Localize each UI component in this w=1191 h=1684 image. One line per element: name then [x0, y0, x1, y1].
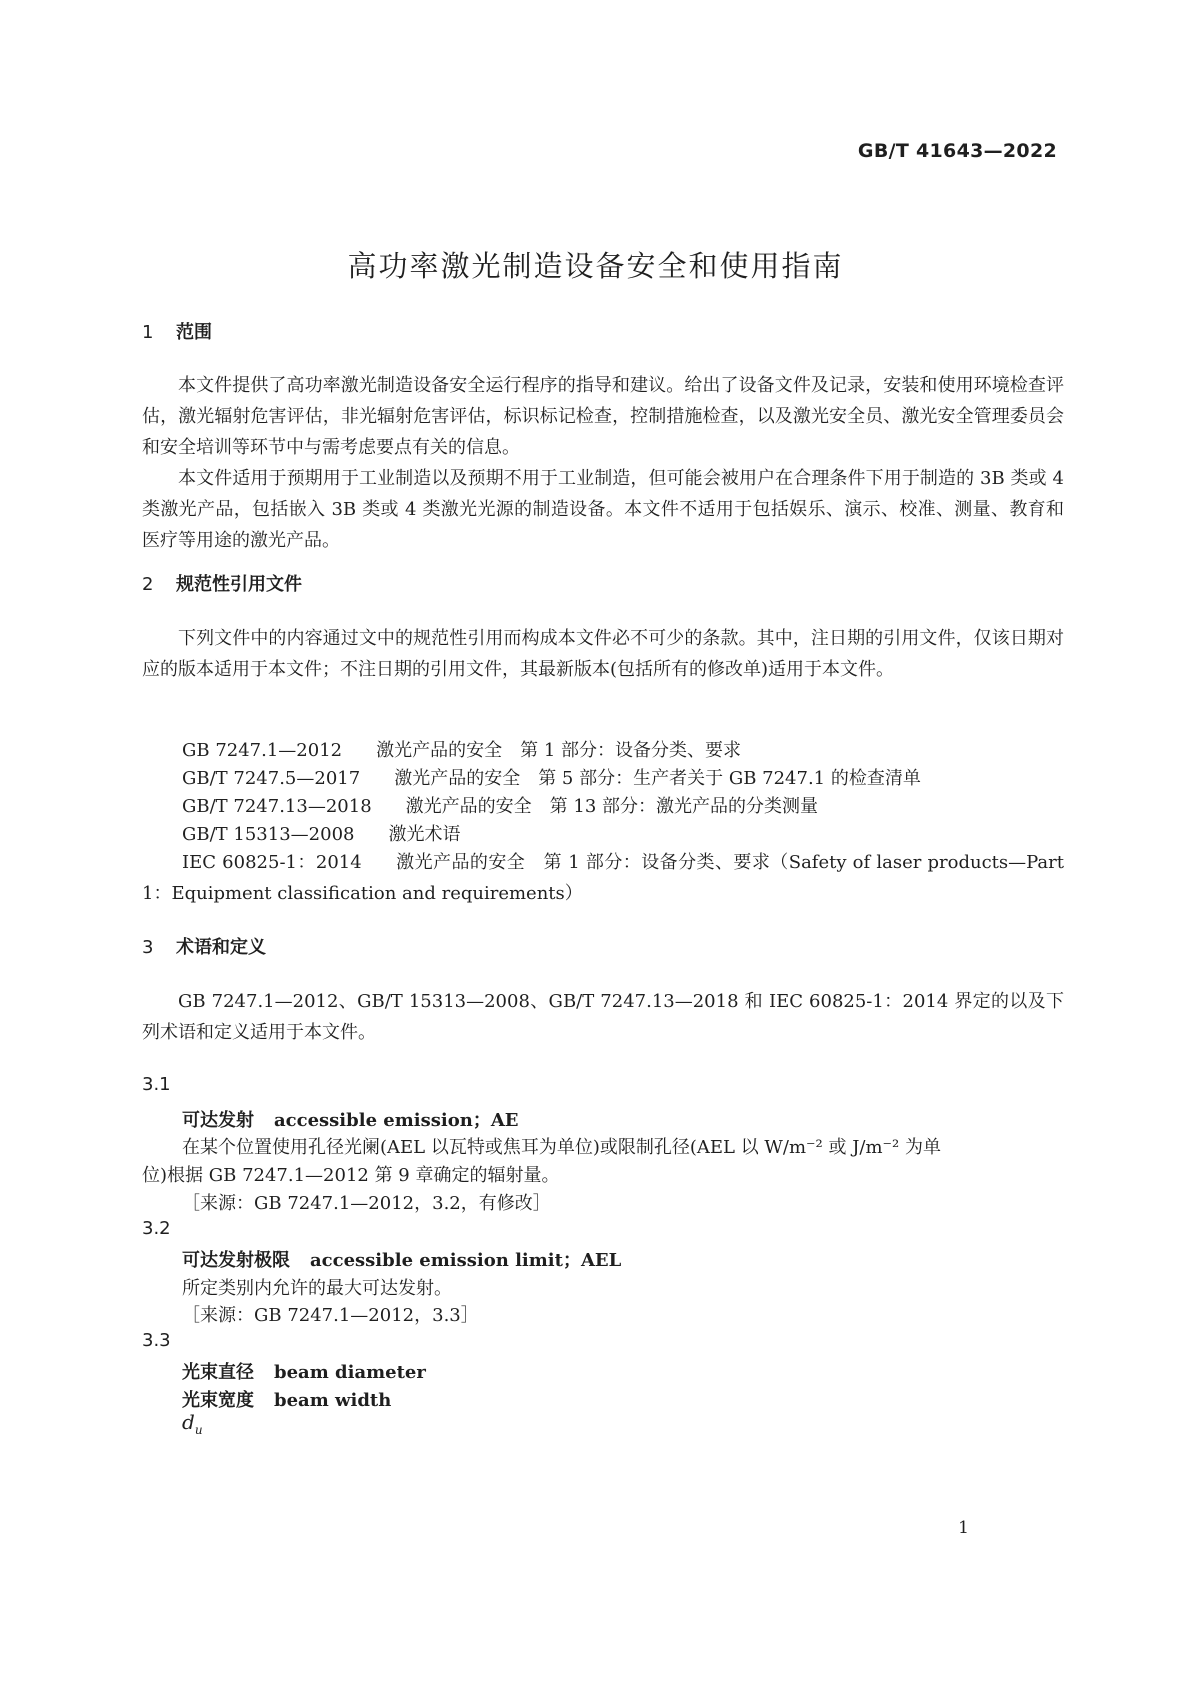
term-zh: 光束宽度 — [182, 1390, 254, 1411]
clause-number: 3.1 — [142, 1074, 171, 1095]
section-number: 2 — [142, 574, 154, 595]
document-title: 高功率激光制造设备安全和使用指南 — [347, 249, 844, 283]
term-definition: 位)根据 GB 7247.1—2012 第 9 章确定的辐射量。 — [142, 1165, 560, 1186]
reference-code: GB/T 7247.5—2017 — [182, 768, 361, 789]
page-number: 1 — [958, 1518, 969, 1538]
term-entry — [182, 1106, 519, 1132]
references-intro: 下列文件中的内容通过文中的规范性引用而构成本文件必不可少的条款。其中，注日期的引用文件，仅该日期对应的版本适用于本文件；不注日期的引用文件，其最新版本(包括所有的修改单)适用于本文件。 — [142, 628, 1064, 680]
term-en: accessible emission；AE — [274, 1110, 519, 1131]
term-zh: 可达发射极限 — [182, 1250, 290, 1271]
reference-item — [142, 763, 1064, 794]
clause-number: 3.3 — [142, 1330, 171, 1351]
reference-code: GB/T 7247.13—2018 — [182, 796, 372, 817]
reference-code: GB 7247.1—2012 — [182, 740, 343, 761]
section-title: 范围 — [176, 322, 212, 343]
standard-code: GB/T 41643—2022 — [857, 140, 1057, 162]
terms-intro: GB 7247.1—2012、GB/T 15313—2008、GB/T 7247.13—2018 和 IEC 60825-1：2014 界定的以及下列术语和定义适用于本文件。 — [142, 991, 1064, 1043]
reference-code: GB/T 15313—2008 — [182, 824, 355, 845]
term-source: ［来源：GB 7247.1—2012，3.3］ — [182, 1305, 479, 1326]
section-number: 1 — [142, 322, 154, 343]
term-en: accessible emission limit；AEL — [310, 1250, 622, 1271]
term-zh: 光束直径 — [182, 1362, 254, 1383]
reference-title: 激光产品的安全 第 13 部分：激光产品的分类测量 — [405, 796, 819, 817]
reference-item — [142, 791, 1064, 822]
reference-item — [142, 819, 1064, 850]
reference-item — [142, 847, 1064, 909]
reference-title: 激光术语 — [388, 824, 461, 845]
term-source: ［来源：GB 7247.1—2012，3.2，有修改］ — [182, 1193, 551, 1214]
term-symbol — [182, 1410, 203, 1437]
reference-code: IEC 60825-1：2014 — [182, 852, 362, 873]
term-entry — [182, 1358, 426, 1384]
section-number: 3 — [142, 937, 154, 958]
symbol-subscript: u — [194, 1423, 203, 1437]
scope-paragraph-1: 本文件提供了高功率激光制造设备安全运行程序的指导和建议。给出了设备文件及记录，安装和使用环境检查评估，激光辐射危害评估，非光辐射危害评估，标识标记检查，控制措施检查，以及激光安全员、激光安全管理委员会和安全培训等环节中与需考虑要点有关的信息。 — [142, 375, 1064, 458]
section-heading-terms-definitions — [142, 933, 266, 959]
reference-item — [142, 735, 1064, 766]
section-title: 术语和定义 — [176, 937, 266, 958]
section-heading-scope — [142, 318, 212, 344]
reference-title: 激光产品的安全 第 1 部分：设备分类、要求（Safety of laser products—Part 1：Equipment classification and requirements） — [142, 852, 1064, 904]
term-entry-synonym — [182, 1386, 391, 1412]
section-heading-normative-references — [142, 570, 302, 596]
reference-title: 激光产品的安全 第 5 部分：生产者关于 GB 7247.1 的检查清单 — [394, 768, 921, 789]
section-title: 规范性引用文件 — [176, 574, 302, 595]
reference-title: 激光产品的安全 第 1 部分：设备分类、要求 — [376, 740, 742, 761]
term-definition: 所定类别内允许的最大可达发射。 — [182, 1278, 452, 1299]
term-en: beam diameter — [274, 1362, 426, 1383]
scope-paragraph-2: 本文件适用于预期用于工业制造以及预期不用于工业制造，但可能会被用户在合理条件下用于制造的 3B 类或 4 类激光产品，包括嵌入 3B 类或 4 类激光光源的制造设备。本文件不适用于包括娱乐、演示、校准、测量、教育和医疗等用途的激光产品。 — [142, 468, 1064, 551]
clause-number: 3.2 — [142, 1218, 171, 1239]
term-definition: 在某个位置使用孔径光阑(AEL 以瓦特或焦耳为单位)或限制孔径(AEL 以 W/m⁻² 或 J/m⁻² 为单 — [182, 1137, 941, 1158]
symbol-base: d — [182, 1410, 195, 1434]
term-zh: 可达发射 — [182, 1110, 254, 1131]
term-en: beam width — [274, 1390, 392, 1411]
term-entry — [182, 1246, 621, 1272]
